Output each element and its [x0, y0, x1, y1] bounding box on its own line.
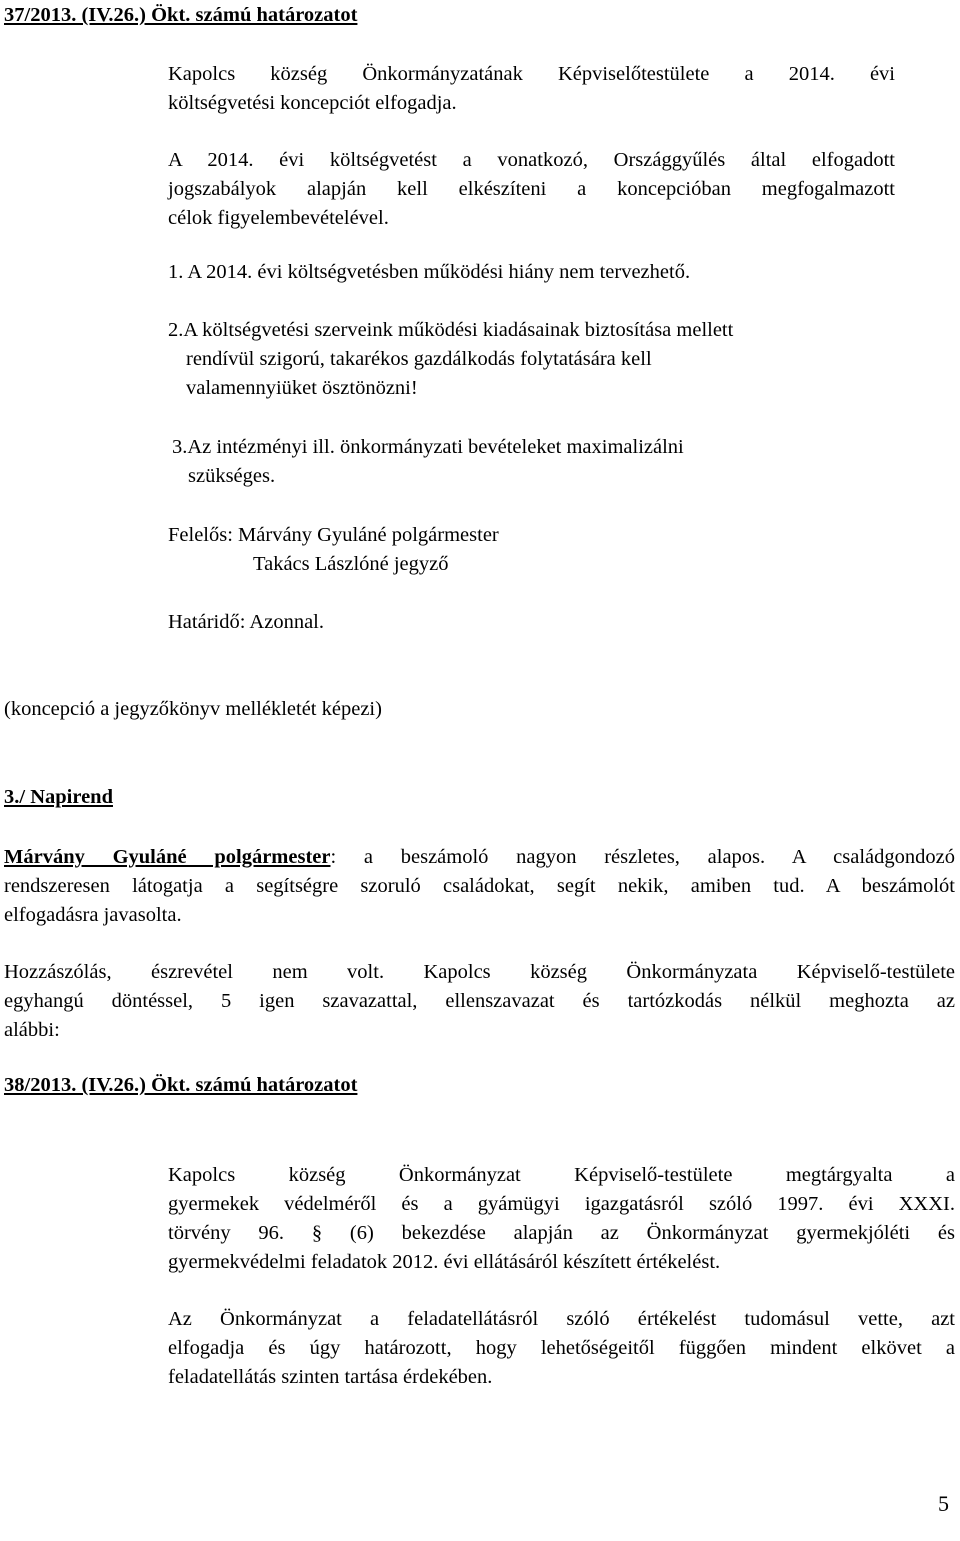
- deadline: Határidő: Azonnal.: [168, 611, 324, 633]
- text-line: egyhangú döntéssel, 5 igen szavazattal, ellenszavazat és tartózkodás nélkül meghozta az: [4, 990, 955, 1012]
- agenda-comment: [4, 958, 955, 1045]
- resolution-37-paragraph: [168, 146, 895, 233]
- text-line: Kapolcs község Önkormányzatának Képviselőtestülete a 2014. évi: [168, 63, 895, 85]
- resolution-37-intro: [168, 60, 895, 118]
- list-item-2-line2: rendívül szigorú, takarékos gazdálkodás folytatására kell: [186, 348, 652, 370]
- list-item-1: 1. A 2014. évi költségvetésben működési hiány nem tervezhető.: [168, 261, 691, 283]
- resolution-38-paragraph-1: [168, 1161, 955, 1277]
- resolution-38-paragraph-2: [168, 1305, 955, 1392]
- text-line: jogszabályok alapján kell elkészíteni a koncepcióban megfogalmazott: [168, 178, 895, 200]
- resolution-38-heading: 38/2013. (IV.26.) Ökt. számú határozatot: [4, 1074, 358, 1096]
- agenda-heading: 3./ Napirend: [4, 786, 113, 808]
- text-line: rendszeresen látogatja a segítségre szoruló családokat, segít nekik, amiben tud. A beszámolót: [4, 875, 955, 897]
- text-line: törvény 96. § (6) bekezdése alapján az Önkormányzat gyermekjóléti és: [168, 1222, 955, 1244]
- concept-note: (koncepció a jegyzőkönyv mellékletét képezi): [4, 698, 382, 720]
- list-item-3-line2: szükséges.: [188, 465, 276, 487]
- text-line: feladatellátás szinten tartása érdekében.: [168, 1366, 493, 1388]
- speaker-name: Márvány Gyuláné polgármester: [4, 846, 331, 868]
- text-line: Kapolcs község Önkormányzat Képviselő-testülete megtárgyalta a: [168, 1164, 955, 1186]
- text-line: Hozzászólás, észrevétel nem volt. Kapolcs község Önkormányzata Képviselő-testülete: [4, 961, 955, 983]
- text-line: költségvetési koncepciót elfogadja.: [168, 92, 457, 114]
- list-item-3-line1: 3.Az intézményi ill. önkormányzati bevételeket maximalizálni: [172, 436, 684, 458]
- page-number: 5: [938, 1491, 949, 1516]
- text-line: alábbi:: [4, 1019, 60, 1041]
- text-line: elfogadásra javasolta.: [4, 904, 182, 926]
- text-line: Az Önkormányzat a feladatellátásról szóló értékelést tudomásul vette, azt: [168, 1308, 955, 1330]
- text-line: gyermekvédelmi feladatok 2012. évi ellátásáról készített értékelést.: [168, 1251, 721, 1273]
- resolution-37-heading: 37/2013. (IV.26.) Ökt. számú határozatot: [4, 4, 358, 26]
- text-line: A 2014. évi költségvetést a vonatkozó, Országgyűlés által elfogadott: [168, 149, 895, 171]
- responsible-line1: Felelős: Márvány Gyuláné polgármester: [168, 524, 499, 546]
- text-line: [4, 843, 955, 872]
- responsible-line2: Takács Lászlóné jegyző: [253, 553, 449, 575]
- list-item-2-line1: 2.A költségvetési szerveink működési kiadásainak biztosítása mellett: [168, 319, 734, 341]
- text-line: gyermekek védelméről és a gyámügyi igazgatásról szóló 1997. évi XXXI.: [168, 1193, 955, 1215]
- text-line: elfogadja és úgy határozott, hogy lehetőségeitől függően mindent elkövet a: [168, 1337, 955, 1359]
- agenda-speech: [4, 843, 955, 930]
- list-item-2-line3: valamennyiüket ösztönözni!: [186, 377, 418, 399]
- speech-text: : a beszámoló nagyon részletes, alapos. A családgondozó: [330, 846, 955, 868]
- text-line: célok figyelembevételével.: [168, 207, 389, 229]
